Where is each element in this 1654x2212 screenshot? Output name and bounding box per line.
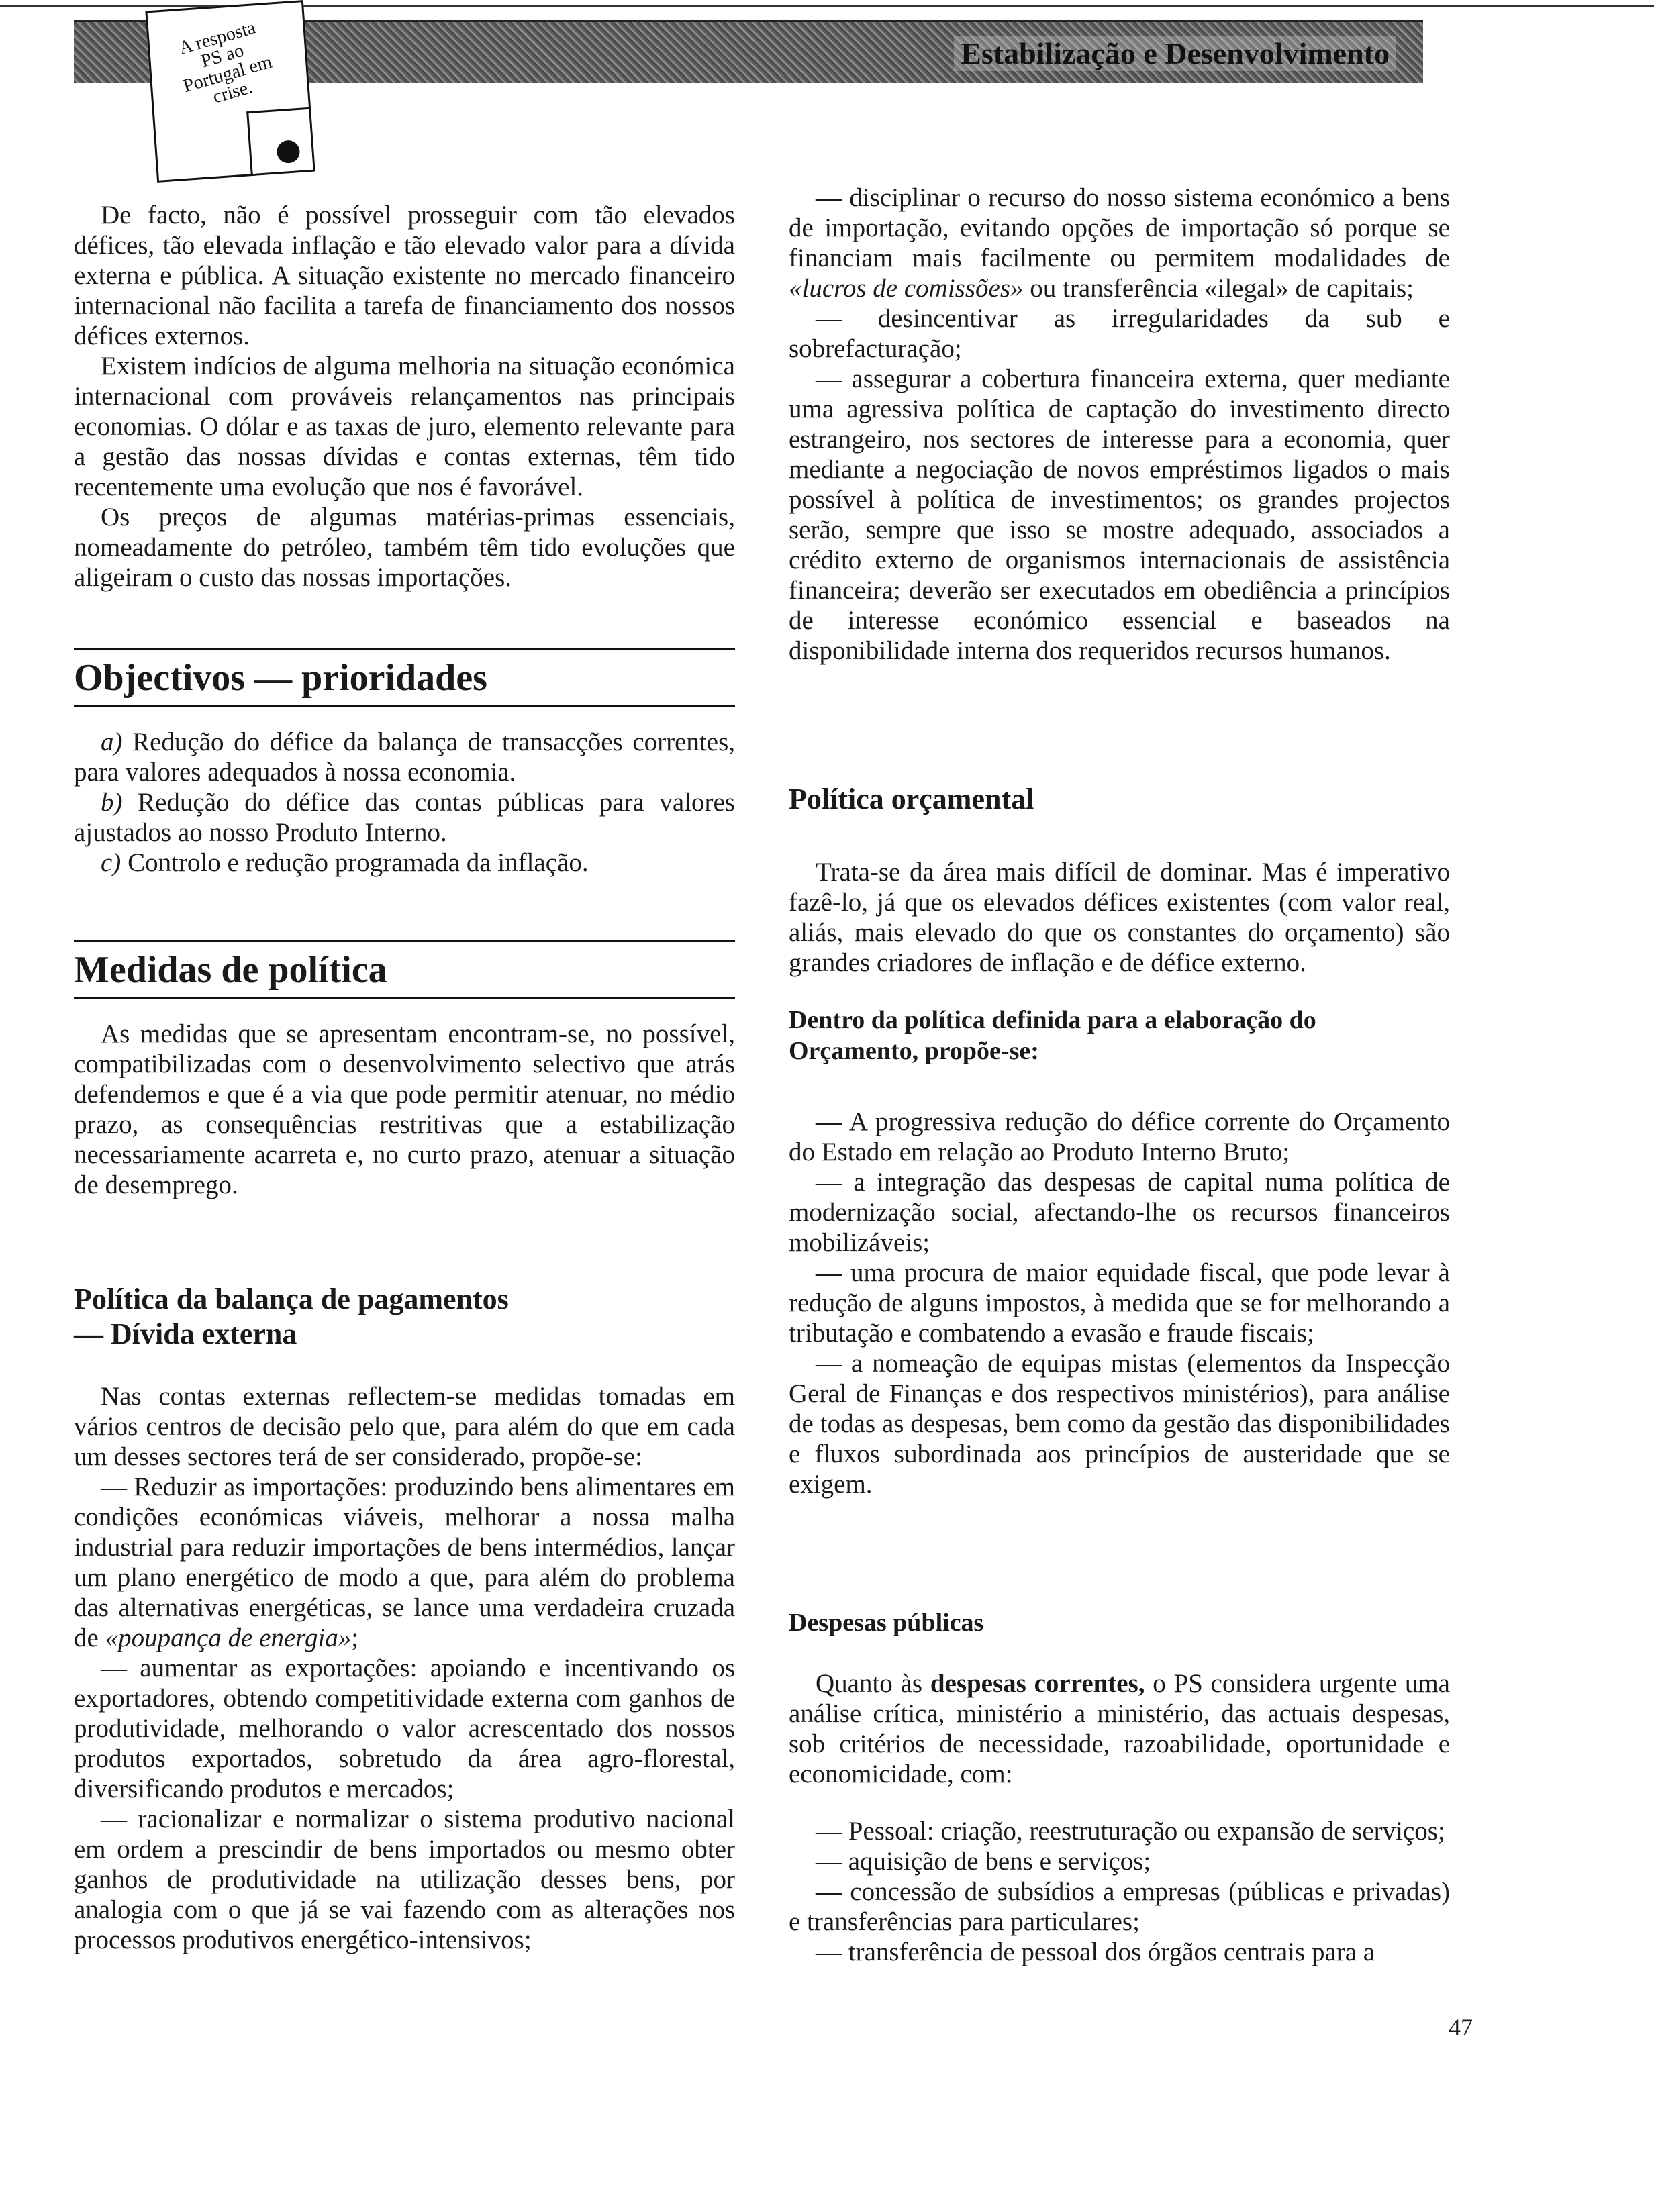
ps-logo-card xyxy=(145,0,315,183)
item-tail: ou transferência «ilegal» de capitais; xyxy=(1023,274,1414,303)
budget-section xyxy=(789,782,1450,1499)
item-marker: a) xyxy=(101,727,123,756)
spending-item: — concessão de subsídios a empresas (públicas e privadas) e transferências para particulares; xyxy=(789,1877,1450,1936)
budget-paragraph: Trata-se da área mais difícil de dominar. Mas é imperativo fazê-lo, já que os elevados défices existentes (com valor real, aliás, mais elevado do que os constantes do orçamento) são grandes criadores de inflação e de défice externo. xyxy=(789,858,1450,977)
budget-item: — uma procura de maior equidade fiscal, que pode levar à redução de alguns impostos, à medida que se for melhorando a tributação e combatendo a evasão e fraude fiscais; xyxy=(789,1258,1450,1348)
intro-bold-text: despesas correntes, xyxy=(930,1669,1145,1698)
item-text: — aumentar as exportações: apoiando e incentivando os exportadores, obtendo competitividade externa com ganhos de produtividade, melhorando o valor acrescentado dos nossos produtos exportados, sobretudo da área agro-florestal, diversificando produtos e mercados; xyxy=(74,1654,735,1803)
item-text: — Reduzir as importações: produzindo bens alimentares em condições económicas viáveis, melhorar a nossa malha industrial para reduzir importações de bens intermédios, lançar um plano energético de modo a que, para além do problema das alternativas energéticas, se lance uma verdadeira cruzada de xyxy=(74,1472,735,1652)
balance-intro: Nas contas externas reflectem-se medidas tomadas em vários centros de decisão pelo que, para além do que em cada um desses sectores terá de ser considerado, propõe-se: xyxy=(74,1382,735,1471)
item-tail: ; xyxy=(351,1623,359,1652)
item-text: Redução do défice das contas públicas para valores ajustados ao nosso Produto Interno. xyxy=(74,788,735,847)
spending-intro xyxy=(789,1668,1450,1789)
intro-paragraph: Existem indícios de alguma melhoria na situação económica internacional com prováveis relançamentos nas principais economias. O dólar e as taxas de juro, elemento relevante para a gestão das nossas dívidas e contas externas, têm tido recentemente uma evolução que nos é favorável. xyxy=(74,352,735,501)
sub-heading: Dentro da política definida para a elaboração do Orçamento, propõe-se: xyxy=(789,1006,1316,1065)
spending-item: — transferência de pessoal dos órgãos centrais para a xyxy=(816,1938,1375,1966)
item-emphasis: «lucros de comissões» xyxy=(789,274,1024,303)
item-text: — assegurar a cobertura financeira externa, quer mediante uma agressiva política de captação do investimento directo estrangeiro, nos sectores de interesse para a economia, quer mediante a negociação de novos empréstimos ligados o mais possível à política de investimentos; os grandes projectos serão, sempre que isso se mostre adequado, associados a crédito externo de organismos internacionais de assistência financeira; deverão ser executados em obediência a princípios de interesse económico essencial e baseados na disponibilidade interna dos requeridos recursos humanos. xyxy=(789,364,1450,665)
running-title: Estabilização e Desenvolvimento xyxy=(954,36,1396,71)
sub-heading: — Dívida externa xyxy=(74,1317,297,1350)
item-text: — disciplinar o recurso do nosso sistema económico a bens de importação, evitando opções de importação só porque se financiam mais facilmente ou permitem modalidades de xyxy=(789,183,1450,272)
section-heading: Medidas de política xyxy=(74,949,387,991)
spending-item: — Pessoal: criação, reestruturação ou expansão de serviços; xyxy=(816,1817,1445,1846)
page-number: 47 xyxy=(1449,2014,1473,2041)
balance-section xyxy=(74,1282,735,1955)
item-marker: c) xyxy=(101,848,121,877)
objectives-section xyxy=(74,648,735,878)
budget-item: — A progressiva redução do défice corrente do Orçamento do Estado em relação ao Produto Interno Bruto; xyxy=(789,1107,1450,1166)
objective-item xyxy=(74,787,735,848)
intro-section xyxy=(74,200,735,593)
balance-item xyxy=(789,183,1450,303)
logo-text: A resposta PS ao Portugal em crise. xyxy=(176,17,275,108)
intro-text: Quanto às xyxy=(816,1669,930,1698)
balance-continued-section xyxy=(789,183,1450,666)
logo-fold xyxy=(246,107,313,174)
item-text: Controlo e redução programada da inflação. xyxy=(121,848,589,877)
budget-item: — a nomeação de equipas mistas (elementos da Inspecção Geral de Finanças e dos respectivos ministérios), para análise de todas as despesas, bem como da gestão das disponibilidades e fluxos subordinada aos princípios de austeridade que se exigem. xyxy=(789,1349,1450,1499)
balance-item xyxy=(74,1804,735,1955)
item-text: — desincentivar as irregularidades da sub e sobrefacturação; xyxy=(789,304,1450,363)
intro-text: o PS considera urgente uma análise crítica, ministério a ministério, das actuais despesas, sob critérios de necessidade, razoabilidade, oportunidade e economicidade, com: xyxy=(789,1669,1450,1789)
balance-item xyxy=(789,364,1450,666)
sub-heading: Política da balança de pagamentos xyxy=(74,1283,509,1315)
sub-heading: Política orçamental xyxy=(789,783,1034,815)
objective-item xyxy=(74,848,735,878)
measures-paragraph: As medidas que se apresentam encontram-se, no possível, compatibilizadas com o desenvolvimento selectivo que atrás defendemos e que é a via que pode permitir atenuar, no médio prazo, as consequências restritivas que a estabilização necessariamente acarreta e, no curto prazo, atenuar a situação de desemprego. xyxy=(74,1019,735,1199)
item-text: — racionalizar e normalizar o sistema produtivo nacional em ordem a prescindir de bens importados ou mesmo obter ganhos de produtividade na utilização desses bens, por analogia com o que já se vai fazendo com as alterações nos processos produtivos energético-intensivos; xyxy=(74,1805,735,1954)
section-heading: Objectivos — prioridades xyxy=(74,657,487,699)
public-spending-section xyxy=(789,1607,1450,1967)
item-text: Redução do défice da balança de transacções correntes, para valores adequados à nossa economia. xyxy=(74,727,735,787)
item-marker: b) xyxy=(101,788,123,817)
spending-item: — aquisição de bens e serviços; xyxy=(816,1847,1151,1876)
objective-item xyxy=(74,727,735,787)
item-emphasis: «poupança de energia» xyxy=(105,1623,352,1652)
intro-paragraph: De facto, não é possível prosseguir com tão elevados défices, tão elevada inflação e tão elevado valor para a dívida externa e pública. A situação existente no mercado financeiro internacional não facilita a tarefa de financiamento dos nossos défices externos. xyxy=(74,201,735,350)
balance-item xyxy=(789,303,1450,364)
sub-heading: Despesas públicas xyxy=(789,1609,984,1637)
budget-item: — a integração das despesas de capital numa política de modernização social, afectando-lhe os recursos financeiros mobilizáveis; xyxy=(789,1168,1450,1257)
measures-section xyxy=(74,940,735,1200)
balance-item xyxy=(74,1472,735,1653)
intro-paragraph: Os preços de algumas matérias-primas essenciais, nomeadamente do petróleo, também têm tido evoluções que aligeiram o custo das nossas importações. xyxy=(74,503,735,592)
balance-item xyxy=(74,1653,735,1804)
